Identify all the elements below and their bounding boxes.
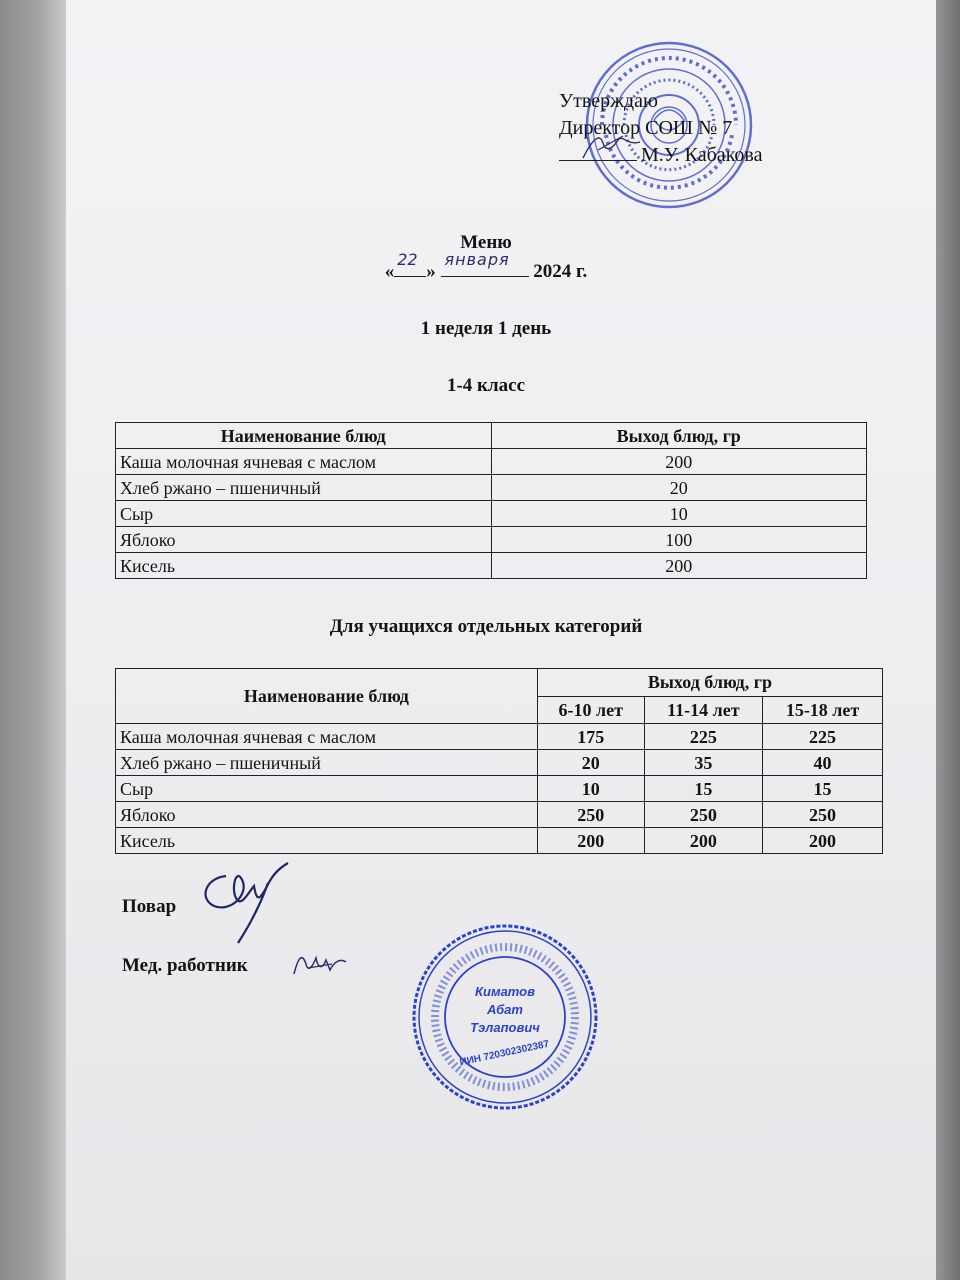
output-11-14: 200 (644, 828, 762, 854)
table-row (116, 724, 883, 750)
week-day-label: 1 неделя 1 день (420, 318, 552, 339)
menu-table-1-4 (115, 422, 867, 579)
output-6-10: 200 (537, 828, 644, 854)
output-15-18: 15 (763, 776, 883, 802)
dish-name: Яблоко (116, 527, 492, 553)
medic-signature (290, 948, 350, 980)
dish-name: Хлеб ржано – пшеничный (116, 475, 492, 501)
dish-output: 20 (491, 475, 867, 501)
dish-name: Каша молочная ячневая с маслом (116, 449, 492, 475)
medic-label: Мед. работник (122, 955, 248, 976)
dish-name: Сыр (116, 501, 492, 527)
menu-title: Меню (460, 232, 512, 253)
output-11-14: 250 (644, 802, 762, 828)
date-day-handwritten: 22 (397, 250, 418, 269)
entrepreneur-seal-stamp (410, 922, 600, 1112)
menu-date (66, 250, 906, 283)
approval-position: Директор СОШ № 7 (559, 117, 733, 139)
approval-director-name: М.У. Кабакова (641, 144, 763, 166)
table-row (116, 802, 883, 828)
output-11-14: 225 (644, 724, 762, 750)
director-signature (578, 128, 648, 168)
output-15-18: 40 (763, 750, 883, 776)
stamp-name-line1: Киматов (475, 984, 535, 999)
dish-output: 100 (491, 527, 867, 553)
output-11-14: 35 (644, 750, 762, 776)
dish-output: 10 (491, 501, 867, 527)
dish-name: Яблоко (116, 802, 538, 828)
stamp-iin: ИИН 720302302387 (458, 1038, 551, 1069)
date-quote-close: » (426, 261, 436, 282)
table-header-row (116, 669, 883, 697)
table-row (116, 475, 867, 501)
date-month-handwritten: января (444, 250, 510, 269)
output-6-10: 10 (537, 776, 644, 802)
col-header-output: Выход блюд, гр (537, 669, 882, 697)
output-15-18: 225 (763, 724, 883, 750)
class-label: 1-4 класс (446, 375, 526, 396)
output-6-10: 175 (537, 724, 644, 750)
dish-output: 200 (491, 449, 867, 475)
menu-table-categories (115, 668, 883, 854)
col-header-output: Выход блюд, гр (491, 423, 867, 449)
output-6-10: 250 (537, 802, 644, 828)
dish-output: 200 (491, 553, 867, 579)
table-row (116, 828, 883, 854)
section-title-categories: Для учащихся отдельных категорий (329, 616, 643, 637)
output-15-18: 250 (763, 802, 883, 828)
cook-signature (196, 858, 296, 948)
col-header-age-15-18: 15-18 лет (763, 696, 883, 724)
approval-title: Утверждаю (559, 90, 658, 112)
table-row (116, 776, 883, 802)
dish-name: Хлеб ржано – пшеничный (116, 750, 538, 776)
output-11-14: 15 (644, 776, 762, 802)
dish-name: Каша молочная ячневая с маслом (116, 724, 538, 750)
table-header-row (116, 423, 867, 449)
table-row (116, 449, 867, 475)
date-day-field (394, 250, 426, 277)
output-6-10: 20 (537, 750, 644, 776)
col-header-age-11-14: 11-14 лет (644, 696, 762, 724)
output-15-18: 200 (763, 828, 883, 854)
table-row (116, 553, 867, 579)
col-header-age-6-10: 6-10 лет (537, 696, 644, 724)
cook-label: Повар (122, 896, 177, 917)
table-row (116, 501, 867, 527)
date-quote-open: « (384, 261, 395, 282)
dish-name: Кисель (116, 828, 538, 854)
date-year: 2024 г. (533, 261, 588, 282)
date-month-field (441, 250, 529, 277)
col-header-dish: Наименование блюд (116, 423, 492, 449)
dish-name: Сыр (116, 776, 538, 802)
stamp-name-line3: Тэлапович (470, 1020, 540, 1035)
dish-name: Кисель (116, 553, 492, 579)
table-row (116, 750, 883, 776)
stamp-name-line2: Абат (487, 1002, 523, 1017)
table-row (116, 527, 867, 553)
col-header-dish: Наименование блюд (116, 669, 538, 724)
